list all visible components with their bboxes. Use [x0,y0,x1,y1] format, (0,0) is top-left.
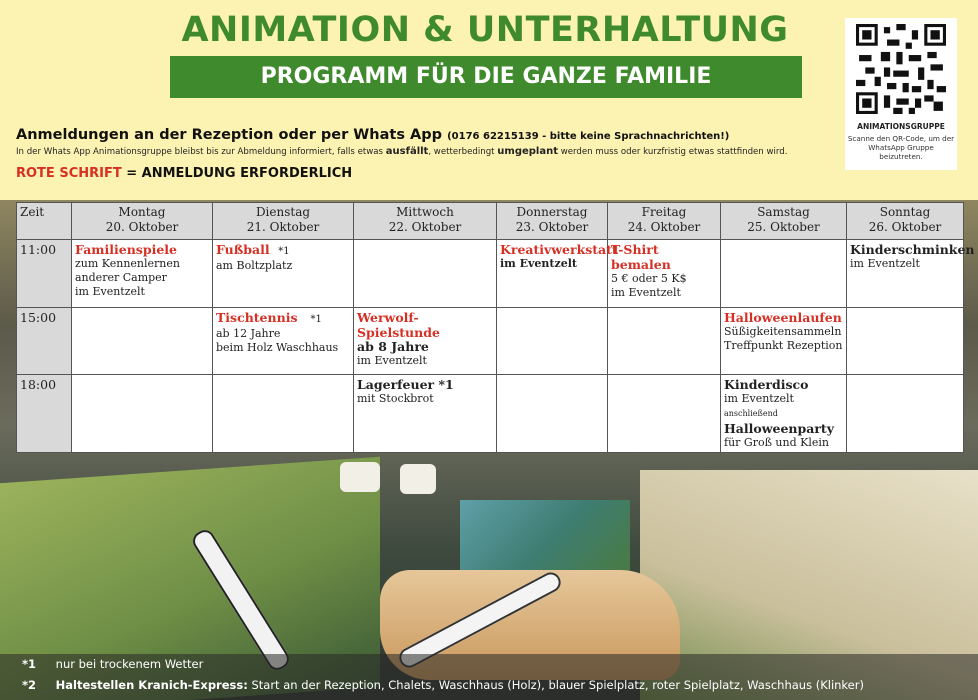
day-header [497,203,608,240]
footnote-mark: *1 [438,377,454,392]
event-detail: Treffpunkt Rezeption [724,339,843,352]
event-detail: mit Stockbrot [357,392,434,405]
footnote-mark: *1 [310,314,322,325]
event-detail: im Eventzelt [500,257,578,270]
event-detail: im Eventzelt [357,354,427,367]
event-title-row [216,242,350,259]
event-detail: am Boltzplatz [216,259,293,272]
time-header: Zeit [17,203,72,240]
footnote-2 [22,678,864,692]
event-title: Kinderdisco [724,377,809,392]
table-row [17,308,964,375]
event-detail: beim Holz Waschhaus [216,341,339,354]
day-header [213,203,354,240]
event-cell [497,240,618,308]
day-header [354,203,497,240]
qr-instruction: Scanne den QR-Code, um der WhatsApp Gruppe beizutreten. [847,134,955,161]
event-title: Halloweenparty [724,421,834,436]
day-date: 25. Oktober [747,220,820,234]
event-cell [847,240,975,308]
day-date: 20. Oktober [105,220,179,234]
day-name: Donnerstag [516,205,588,219]
day-name: Dienstag [255,205,311,219]
event-detail: 5 € oder 5 K$ [611,272,687,285]
event-cell [497,375,608,453]
event-cell [72,375,213,453]
event-cell [72,240,213,308]
legend-red-label: ROTE SCHRIFT [16,166,122,181]
day-date: 22. Oktober [388,220,462,234]
footnote-mark: *2 [22,678,37,692]
event-cell [721,375,847,453]
event-title: Kinderschminken [850,242,975,257]
table-row [17,240,964,308]
day-header [608,203,721,240]
event-title: T-Shirt bemalen [611,242,671,272]
qr-title: ANIMATIONSGRUPPE [857,122,945,131]
day-name: Samstag [757,205,810,219]
page-title: ANIMATION & UNTERHALTUNG [181,10,789,50]
event-cell [354,308,497,375]
footnote-1 [22,657,203,671]
event-title: Tischtennis [216,310,298,325]
event-detail: im Eventzelt [75,285,145,298]
info-bold-text: ausfällt [385,146,429,157]
day-name: Montag [118,205,166,219]
event-title: Familienspiele [75,242,177,257]
event-cell [608,240,721,308]
day-name: Sonntag [879,205,931,219]
day-date: 23. Oktober [515,220,589,234]
registration-line [16,124,729,143]
event-cell [608,308,721,375]
table-row [17,375,964,453]
event-cell [847,375,964,453]
day-header [721,203,847,240]
event-cell [721,308,847,375]
event-title: Fußball [216,242,270,257]
time-cell: 15:00 [17,308,72,375]
info-text: , wetterbedingt [428,147,495,157]
event-cell [847,308,964,375]
legend-line [16,166,352,181]
day-date: 26. Oktober [868,220,942,234]
event-detail: für Groß und Klein [724,436,829,449]
event-cell [213,308,354,375]
dice-image [400,464,436,494]
whatsapp-info [16,146,787,157]
event-detail: im Eventzelt [611,286,681,299]
event-title: Lagerfeuer [357,377,435,392]
info-text: In der Whats App Animationsgruppe bleibst bis zur Abmeldung informiert, falls etwas [16,147,384,157]
table-header-row [17,203,964,240]
event-cell [354,240,497,308]
event-detail: ab 12 Jahre [216,327,281,340]
event-detail: anderer Camper [75,271,167,284]
event-detail: im Eventzelt [850,257,920,270]
event-detail: Süßigkeitensammeln [724,325,842,338]
event-cell [213,240,354,308]
event-detail: ab 8 Jahre [357,339,429,354]
event-cell [72,308,213,375]
event-title-row [357,377,493,392]
page-subtitle: PROGRAMM FÜR DIE GANZE FAMILIE [170,56,802,98]
event-title: Halloweenlaufen [724,310,842,325]
event-detail: zum Kennenlernen [75,257,180,270]
event-cell [354,375,497,453]
event-cell [213,375,354,453]
footnote-mark: *1 [278,246,290,257]
event-detail: im Eventzelt [724,392,794,405]
footnote-text: Start an der Rezeption, Chalets, Waschhaus (Holz), blauer Spielplatz, roter Spielplatz, Waschhaus (Klinker) [251,678,864,692]
event-detail-small: anschließend [724,409,778,418]
schedule-table [16,202,975,453]
footnote-text: nur bei trockenem Wetter [55,657,204,671]
event-title: Kreativwerkstatt [500,242,618,257]
day-date: 21. Oktober [246,220,320,234]
qr-code-panel [845,18,957,170]
day-header [72,203,213,240]
legend-text: = ANMELDUNG ERFORDERLICH [126,166,353,181]
registration-text: Anmeldungen an der Rezeption oder per Whats App [16,127,443,143]
event-cell [721,240,847,308]
event-cell [608,375,721,453]
time-cell: 11:00 [17,240,72,308]
day-name: Freitag [641,205,687,219]
day-date: 24. Oktober [627,220,701,234]
footnote-mark: *1 [22,657,37,671]
footnote-bold: Haltestellen Kranich-Express: [55,678,248,692]
time-cell: 18:00 [17,375,72,453]
phone-note: (0176 62215139 - bitte keine Sprachnachrichten!) [447,131,730,142]
event-title: Werwolf-Spielstunde [357,310,440,340]
info-bold-text: umgeplant [497,146,558,157]
info-text: werden muss oder kurzfristig etwas stattfinden wird. [560,147,788,157]
event-cell [497,308,608,375]
dice-image [340,462,380,492]
day-header [847,203,964,240]
event-title-row [216,310,350,327]
qr-code-icon[interactable] [856,24,946,114]
day-name: Mittwoch [396,205,454,219]
